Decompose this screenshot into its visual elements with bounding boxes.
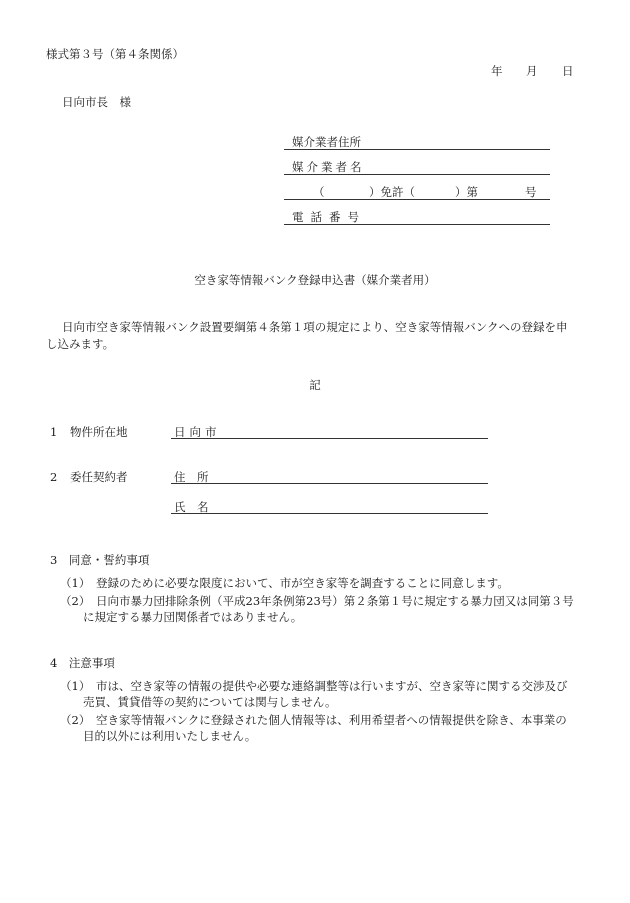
item3-point1-text: 登録のために必要な限度において、市が空き家等を調査することに同意します。 xyxy=(96,576,509,590)
item4-point1-text-line2: 売買、賃貸借等の契約については関与しません。 xyxy=(83,695,337,709)
item4-heading: 4 注意事項 xyxy=(50,656,115,670)
item1-label: 物件所在地 xyxy=(70,425,128,439)
addressee: 日向市長 様 xyxy=(62,95,131,109)
item3-heading: 3 同意・誓約事項 xyxy=(50,553,150,567)
item1-number: 1 xyxy=(50,425,58,439)
phone-label: 電話番号 xyxy=(292,210,366,224)
item2-number: 2 xyxy=(50,470,58,484)
item4-point2-text-line2: 目的以外には利用いたしません。 xyxy=(83,729,257,743)
intro-line-2: し込みます。 xyxy=(46,337,115,351)
license-line xyxy=(284,199,550,200)
item2-label: 委任契約者 xyxy=(70,470,128,484)
license-dai: ）第 xyxy=(455,185,478,199)
agent-name-line xyxy=(284,174,550,175)
item2-name-label: 氏 名 xyxy=(174,500,209,514)
item4-point1-num: （1） xyxy=(60,679,91,693)
form-number: 様式第３号（第４条関係） xyxy=(46,47,184,61)
item2-address-line xyxy=(171,483,488,484)
item1-prefix: 日向市 xyxy=(174,425,221,439)
item3-point1-num: （1） xyxy=(60,576,91,590)
document-title: 空き家等情報バンク登録申込書（媒介業者用） xyxy=(194,273,436,287)
license-label: ）免許（ xyxy=(369,185,415,199)
item2-address-label: 住 所 xyxy=(174,470,209,484)
license-go: 号 xyxy=(525,185,537,199)
item4-point1-text-line1: 市は、空き家等の情報の提供や必要な連絡調整等は行いますが、空き家等に関する交渉及び xyxy=(96,679,568,693)
item3-point2-text-line2: に規定する暴力団関係者ではありません。 xyxy=(83,610,303,624)
date-year-label: 年 xyxy=(491,64,503,78)
item3-point2-num: （2） xyxy=(60,594,91,608)
agent-name-label: 媒介業者名 xyxy=(292,160,365,174)
license-open-paren: （ xyxy=(313,185,325,199)
item3-point2-text-line1: 日向市暴力団排除条例（平成23年条例第23号）第２条第１号に規定する暴力団又は同第３号 xyxy=(96,594,574,608)
agent-address-line xyxy=(284,149,550,150)
date-month-label: 月 xyxy=(526,64,538,78)
item1-line xyxy=(171,438,488,439)
phone-line xyxy=(284,224,550,225)
item4-point2-text-line1: 空き家等情報バンクに登録された個人情報等は、利用希望者への情報提供を除き、本事業の xyxy=(96,713,567,727)
agent-address-label: 媒介業者住所 xyxy=(292,135,361,149)
item4-point2-num: （2） xyxy=(60,713,91,727)
intro-line-1: 日向市空き家等情報バンク設置要綱第４条第１項の規定により、空き家等情報バンクへの登録を申 xyxy=(62,320,568,334)
ki-heading: 記 xyxy=(309,378,321,392)
item2-name-line xyxy=(171,513,488,514)
date-day-label: 日 xyxy=(562,64,574,78)
